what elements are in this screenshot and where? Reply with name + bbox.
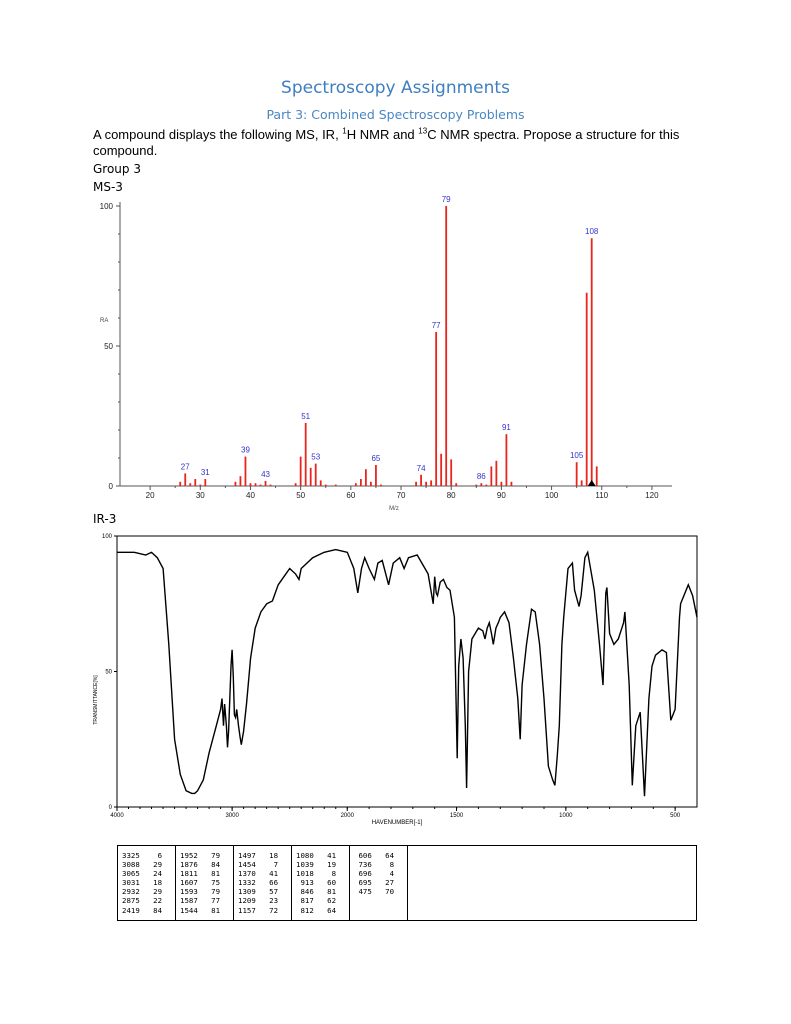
peak-table-row [234,887,291,896]
ms-x-tick-label: 40 [246,491,255,500]
peak-wavenumber: 1332 [238,878,256,888]
peak-transmittance: 6 [139,851,163,860]
peak-table-row [176,906,233,915]
peak-transmittance: 81 [197,869,221,879]
ms-y-tick-label: 50 [104,342,113,351]
peak-table-row [350,851,407,860]
peak-wavenumber: 1811 [180,869,198,879]
peak-table-row [234,906,291,915]
ms-x-tick-label: 80 [446,491,456,500]
peak-wavenumber: 1607 [180,878,198,888]
problem-statement [93,127,703,159]
peak-table-row [292,878,349,887]
ms-y-tick-label: 0 [108,482,113,491]
ir-x-tick-label: 1500 [449,813,464,819]
ms-y-tick-label: 100 [99,202,113,211]
ms-x-tick-label: 70 [396,491,406,500]
peak-transmittance: 79 [197,851,221,860]
peak-wavenumber: 736 [354,860,372,870]
peak-table-row [176,851,233,860]
peak-wavenumber: 3325 [122,851,140,860]
peak-table-row [350,878,407,887]
peak-table-row [118,851,175,860]
peak-table-row [118,860,175,869]
peak-transmittance: 60 [313,878,337,888]
peak-transmittance: 18 [255,851,279,860]
peak-transmittance: 57 [255,887,279,897]
peak-transmittance: 29 [139,860,163,870]
peak-transmittance: 23 [255,896,279,906]
peak-wavenumber: 1454 [238,860,256,870]
peak-wavenumber: 3065 [122,869,140,879]
peak-table-row [292,869,349,878]
ms-x-tick-label: 50 [296,491,306,500]
peak-transmittance: 41 [313,851,337,860]
peak-table-column [350,846,408,920]
peak-table-row [350,860,407,869]
ms-x-tick-label: 100 [544,491,559,500]
peak-table-row [234,896,291,905]
peak-transmittance: 19 [313,860,337,870]
group-label: Group 3 [93,162,141,176]
ms-peak-label: 108 [585,227,599,237]
peak-table-row [292,896,349,905]
peak-wavenumber: 1039 [296,860,314,870]
peak-transmittance: 41 [255,869,279,879]
mass-spectrum-chart [0,190,791,520]
ir-transmittance-line [117,550,697,797]
peak-table-row [234,878,291,887]
peak-transmittance: 4 [371,869,395,879]
peak-transmittance: 24 [139,869,163,879]
ir-y-tick-label: 100 [101,534,112,540]
peak-wavenumber: 1876 [180,860,198,870]
ir-x-tick-label: 1000 [559,813,573,819]
peak-transmittance: 77 [197,896,221,906]
ms-peak-label: 31 [200,468,210,477]
peak-wavenumber: 3088 [122,860,140,870]
peak-table-row [292,860,349,869]
ms-molecular-ion-marker [588,480,596,486]
peak-wavenumber: 812 [296,905,314,915]
ms-peak-label: 74 [416,463,426,473]
ir-plot-frame [117,536,697,807]
ms-peak-label: 43 [261,469,270,479]
peak-wavenumber: 1157 [238,905,256,915]
peak-transmittance: 22 [139,896,163,906]
peak-transmittance: 8 [313,869,337,879]
peak-wavenumber: 3031 [122,878,140,888]
ir-x-tick-label: 3000 [225,813,239,819]
peak-wavenumber: 1952 [180,851,198,860]
ir-y-tick-label: 0 [108,805,112,811]
peak-wavenumber: 846 [296,887,314,897]
peak-transmittance: 84 [139,905,163,915]
peak-transmittance: 8 [371,860,395,870]
peak-transmittance: 18 [139,878,163,888]
peak-wavenumber: 913 [296,878,314,888]
ms-x-tick-label: 60 [346,491,356,500]
peak-table-row [176,887,233,896]
peak-transmittance: 64 [371,851,395,860]
peak-wavenumber: 1544 [180,905,198,915]
peak-table-row [234,860,291,869]
peak-transmittance: 70 [371,887,395,897]
peak-wavenumber: 1370 [238,869,256,879]
peak-transmittance: 79 [197,887,221,897]
ms-peak-label: 105 [569,451,584,461]
peak-table-row [118,887,175,896]
peak-wavenumber: 696 [354,869,372,879]
ms-x-tick-label: 120 [645,491,659,500]
ms-label: MS-3 [93,180,123,194]
ms-peak-label: 65 [371,454,381,463]
peak-wavenumber: 2419 [122,905,140,915]
peak-table-row [176,896,233,905]
peak-table-row [350,887,407,896]
peak-wavenumber: 1309 [238,887,256,897]
peak-wavenumber: 1080 [296,851,314,860]
ms-peak-label: 91 [501,423,511,433]
ms-peak-label: 53 [311,452,321,462]
ir-peak-table [117,845,697,921]
peak-wavenumber: 1018 [296,869,314,879]
peak-table-row [350,869,407,878]
peak-table-row [118,896,175,905]
ir-y-axis-label: TRANSMITTANCE[%] [93,675,99,725]
peak-wavenumber: 1593 [180,887,198,897]
ms-x-tick-label: 30 [195,491,205,500]
ms-x-tick-label: 110 [595,491,609,500]
intro-superscript-13: 13 [418,126,428,136]
peak-wavenumber: 1209 [238,896,256,906]
ms-peak-label: 51 [301,412,311,421]
ms-x-axis-label: M/z [389,506,399,512]
peak-table-column [234,846,292,920]
peak-table-row [234,851,291,860]
peak-transmittance: 27 [371,878,395,888]
intro-text-a: A compound displays the following MS, IR, [93,127,343,142]
peak-table-row [118,878,175,887]
peak-transmittance: 72 [255,905,279,915]
ir-x-tick-label: 4000 [110,813,124,819]
peak-table-column [292,846,350,920]
ms-y-axis-label: RA [100,318,109,324]
peak-transmittance: 7 [255,860,279,870]
peak-table-column [118,846,176,920]
page-title: Spectroscopy Assignments [281,78,510,98]
peak-table-row [292,906,349,915]
ir-label: IR-3 [93,512,117,526]
peak-transmittance: 64 [313,905,337,915]
peak-transmittance: 66 [255,878,279,888]
peak-wavenumber: 817 [296,896,314,906]
ir-y-tick-label: 50 [105,669,112,676]
peak-transmittance: 29 [139,887,163,897]
peak-table-row [292,887,349,896]
peak-wavenumber: 2932 [122,887,140,897]
peak-wavenumber: 1497 [238,851,256,860]
peak-table-row [176,869,233,878]
ir-x-axis-label: HAVENUMBER[-1] [371,820,423,826]
ir-x-tick-label: 2000 [340,813,354,819]
peak-transmittance: 81 [313,887,337,897]
ms-peak-label: 39 [241,445,250,455]
ms-x-tick-label: 90 [496,491,506,500]
peak-table-column [176,846,234,920]
peak-table-row [118,906,175,915]
page-subtitle: Part 3: Combined Spectroscopy Problems [266,107,525,122]
ms-peak-label: 27 [180,462,190,472]
ms-peak-label: 79 [441,195,451,204]
ir-spectrum-chart [0,530,791,830]
ms-peak-label: 77 [431,321,441,330]
peak-wavenumber: 2875 [122,896,140,906]
peak-wavenumber: 606 [354,851,372,860]
peak-wavenumber: 1587 [180,896,198,906]
peak-transmittance: 84 [197,860,221,870]
intro-text-b: H NMR and [346,127,419,142]
intro-superscript-1: 1 [342,126,347,136]
peak-transmittance: 81 [197,905,221,915]
peak-wavenumber: 475 [354,887,372,897]
peak-wavenumber: 695 [354,878,372,888]
peak-table-row [176,878,233,887]
peak-table-row [118,869,175,878]
ir-x-tick-label: 500 [670,813,681,819]
ms-peak-label: 86 [476,472,486,482]
peak-table-row [176,860,233,869]
peak-table-row [234,869,291,878]
peak-transmittance: 62 [313,896,337,906]
intro-text-c: C NMR spectra. Propose a structure for this compound. [93,127,680,158]
peak-transmittance: 75 [197,878,221,888]
ms-x-tick-label: 20 [145,491,155,500]
peak-table-row [292,851,349,860]
